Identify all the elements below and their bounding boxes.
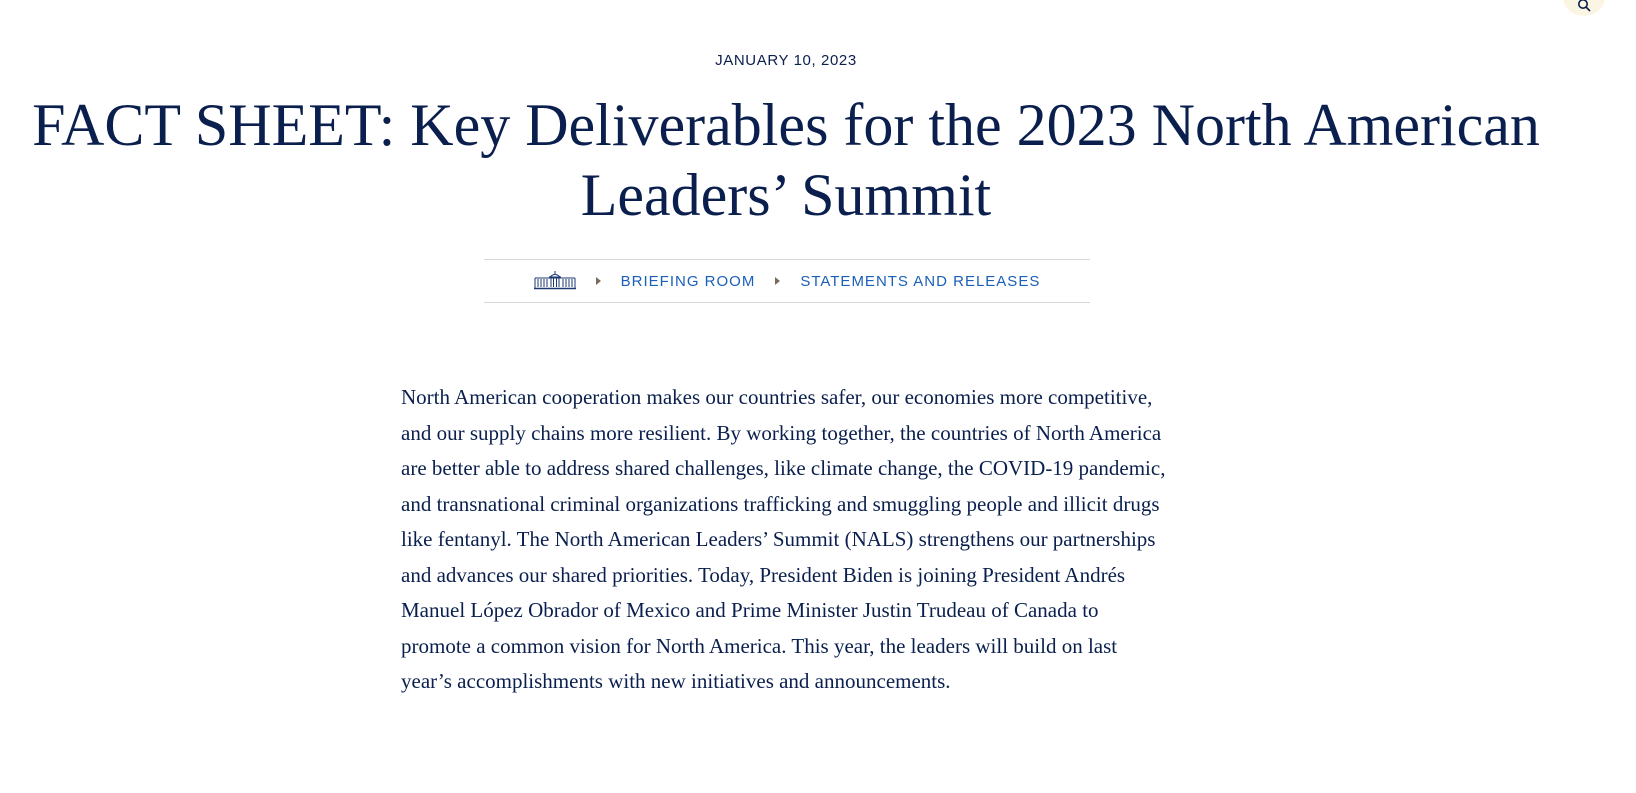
white-house-icon: [534, 271, 576, 291]
breadcrumb-statements-releases[interactable]: STATEMENTS AND RELEASES: [800, 272, 1041, 290]
breadcrumb: [484, 259, 1090, 303]
search-button[interactable]: [1563, 0, 1605, 16]
article-date: JANUARY 10, 2023: [715, 52, 857, 69]
breadcrumb-separator-icon: [775, 277, 780, 285]
search-icon: [1577, 0, 1591, 12]
breadcrumb-home[interactable]: [534, 271, 576, 291]
breadcrumb-separator-icon: [596, 277, 601, 285]
article-paragraph: North American cooperation makes our countries safer, our economies more competitive, and our supply chains more resilient. By working together, the countries of North America are better able to address shared challenges, like climate change, the COVID-19 pandemic, and transnational criminal organizations trafficking and smuggling people and illicit drugs like fentanyl. The North American Leaders’ Summit (NALS) strengthens our partnerships and advances our shared priorities. Today, President Biden is joining President Andrés Manuel López Obrador of Mexico and Prime Minister Justin Trudeau of Canada to promote a common vision for North America. This year, the leaders will build on last year’s accomplishments with new initiatives and announcements.: [401, 385, 1166, 693]
breadcrumb-briefing-room[interactable]: BRIEFING ROOM: [620, 272, 756, 290]
page-title: FACT SHEET: Key Deliverables for the 2023 North American Leaders’ Summit: [32, 92, 1540, 228]
